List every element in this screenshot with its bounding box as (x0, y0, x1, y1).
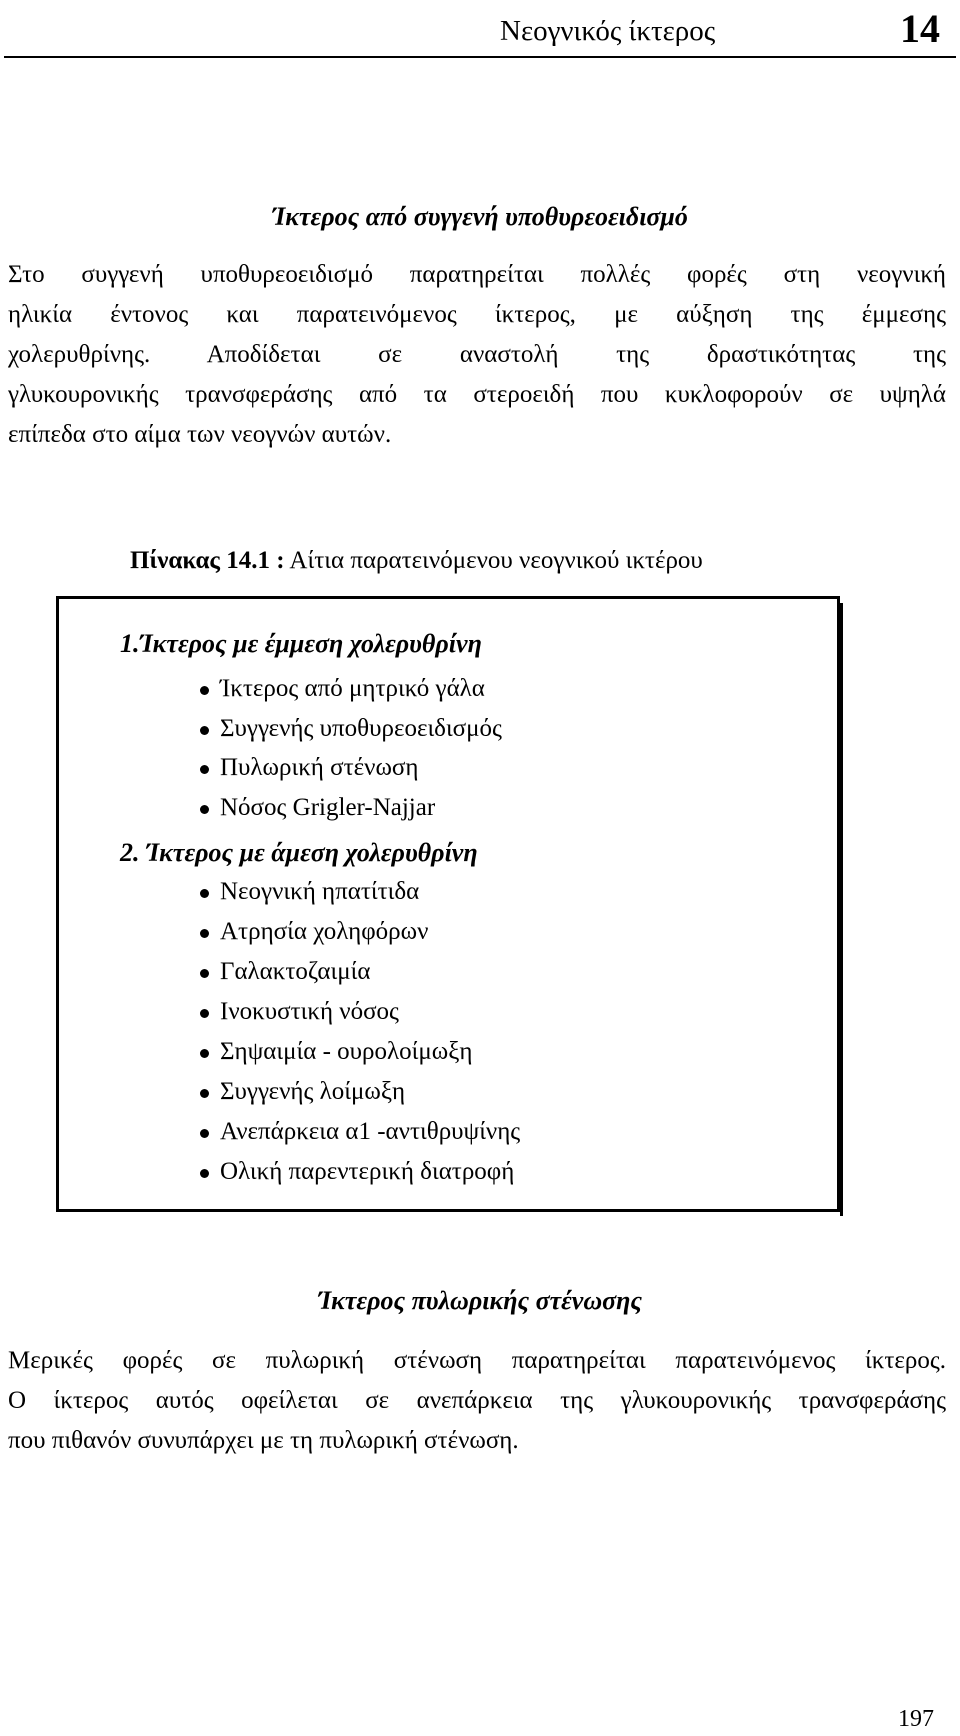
table-caption-text: Αίτια παρατεινόμενου νεογνικού ικτέρου (284, 547, 703, 574)
table-list-item (220, 952, 370, 992)
paragraph-line: Μερικές φορές σε πυλωρική στένωση παρατηρείται παρατεινόμενος ίκτερος. (8, 1347, 946, 1374)
paragraph-line: γλυκουρονικής τρανσφεράσης από τα στεροειδή που κυκλοφορούν σε υψηλά (8, 381, 946, 408)
bullet-icon (200, 929, 209, 938)
bullet-icon (200, 726, 209, 735)
bullet-icon (200, 889, 209, 898)
bullet-icon (200, 1129, 209, 1138)
list-item-text: Ινοκυστική νόσος (220, 998, 399, 1025)
bullet-icon (200, 805, 209, 814)
bullet-icon (200, 969, 209, 978)
list-item-text: Ανεπάρκεια α1 -αντιθρυψίνης (220, 1118, 521, 1145)
table-list-item (220, 669, 485, 709)
paragraph-line: επίπεδα στο αίμα των νεογνών αυτών. (8, 421, 392, 448)
section-heading-pyloric: Ίκτερος πυλωρικής στένωσης (317, 1286, 643, 1315)
list-item-text: Ίκτερος από μητρικό γάλα (220, 675, 485, 702)
paragraph-line: Ο ίκτερος αυτός οφείλεται σε ανεπάρκεια της γλυκουρονικής τρανσφεράσης (8, 1387, 946, 1414)
table-list-item (220, 912, 428, 952)
bullet-icon (200, 1169, 209, 1178)
list-item-text: Νόσος Grigler-Najjar (220, 794, 436, 821)
list-item-text: Πυλωρική στένωση (220, 754, 419, 781)
bullet-icon (200, 1089, 209, 1098)
paragraph-line: χολερυθρίνης. Αποδίδεται σε αναστολή της δραστικότητας της (8, 341, 946, 368)
paragraph-line: που πιθανόν συνυπάρχει με τη πυλωρική στένωση. (8, 1427, 519, 1454)
page-header (4, 0, 956, 58)
table-list-item (220, 788, 435, 828)
chapter-number: 14 (900, 6, 940, 51)
section-heading-hypothyroidism: Ίκτερος από συγγενή υποθυρεοειδισμό (272, 202, 688, 231)
table-list-item (220, 1152, 514, 1192)
bullet-icon (200, 1009, 209, 1018)
table-list-item (220, 1112, 520, 1152)
list-item-text: Γαλακτοζαιμία (220, 958, 371, 985)
table-group-heading-direct: 2. Ίκτερος με άμεση χολερυθρίνη (120, 838, 478, 867)
list-item-text: Συγγενής λοίμωξη (220, 1078, 406, 1105)
list-item-text: Ατρησία χοληφόρων (220, 918, 429, 945)
bullet-icon (200, 686, 209, 695)
table-list-item (220, 709, 502, 749)
table-list-item (220, 1072, 405, 1112)
paragraph-line: ηλικία έντονος και παρατεινόμενος ίκτερος, με αύξηση της έμμεσης (8, 301, 946, 328)
list-item-text: Συγγενής υποθυρεοειδισμός (220, 715, 502, 742)
page-number: 197 (898, 1706, 934, 1732)
paragraph-pyloric (8, 1341, 946, 1461)
bullet-icon (200, 1049, 209, 1058)
running-title: Νεογνικός ίκτερος (500, 15, 716, 47)
bullet-icon (200, 765, 209, 774)
table-caption-label: Πίνακας 14.1 : (130, 547, 285, 574)
paragraph-hypothyroidism (8, 255, 946, 455)
list-item-text: Νεογνική ηπατίτιδα (220, 878, 420, 905)
table-group-heading-indirect: 1.Ίκτερος με έμμεση χολερυθρίνη (120, 629, 482, 658)
paragraph-line: Στο συγγενή υποθυρεοειδισμό παρατηρείται πολλές φορές στη νεογνική (8, 261, 946, 288)
table-list-item (220, 748, 418, 788)
list-item-text: Ολική παρεντερική διατροφή (220, 1158, 515, 1185)
table-caption (130, 545, 703, 577)
table-list-item (220, 1032, 472, 1072)
list-item-text: Σηψαιμία - ουρολοίμωξη (220, 1038, 473, 1065)
table-list-item (220, 992, 399, 1032)
table-list-item (220, 872, 419, 912)
